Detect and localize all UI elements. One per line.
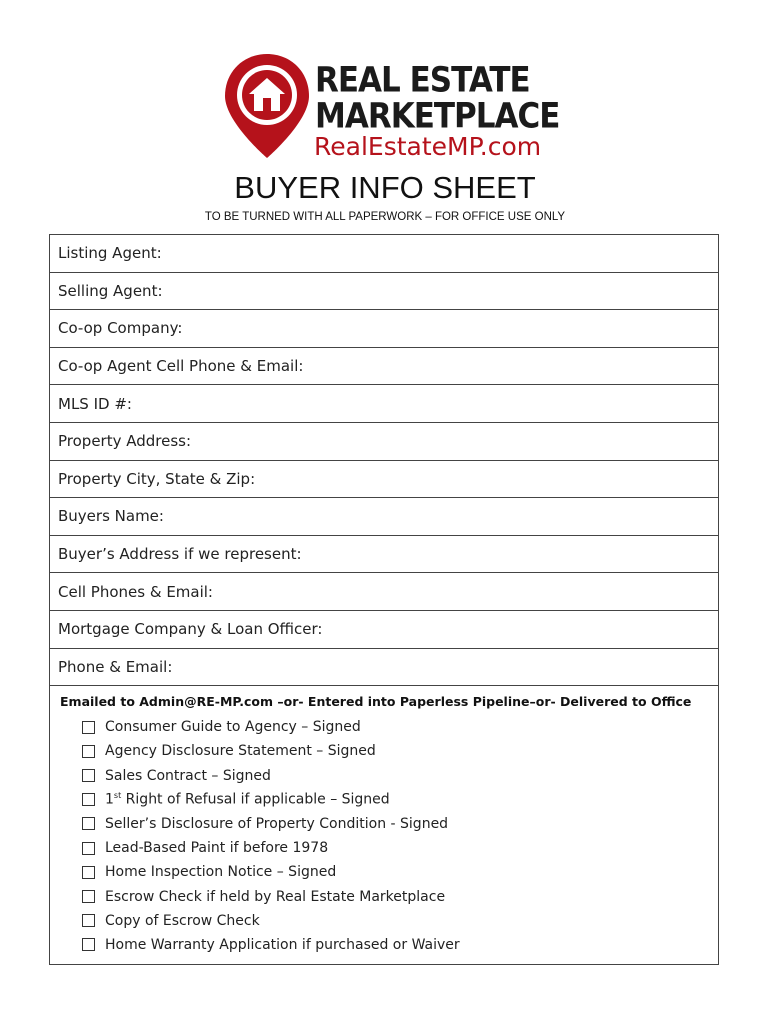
checklist-item bbox=[60, 764, 718, 788]
field-property-address[interactable] bbox=[50, 423, 718, 461]
page-subtitle: TO BE TURNED WITH ALL PAPERWORK – FOR OFFICE USE ONLY bbox=[204, 211, 566, 223]
checklist-item bbox=[60, 884, 718, 908]
checkbox[interactable] bbox=[82, 914, 95, 927]
field-coop-agent-contact[interactable] bbox=[50, 348, 718, 386]
field-buyers-address[interactable] bbox=[50, 536, 718, 574]
checkbox[interactable] bbox=[82, 842, 95, 855]
checklist-item-text: Right of Refusal if applicable – Signed bbox=[121, 792, 390, 809]
field-listing-agent[interactable] bbox=[50, 235, 718, 273]
field-label: Property Address: bbox=[58, 432, 192, 451]
checklist-item-label: Copy of Escrow Check bbox=[105, 912, 260, 929]
field-label: Selling Agent: bbox=[58, 281, 163, 300]
checkbox[interactable] bbox=[82, 745, 95, 758]
field-label: Mortgage Company & Loan Officer: bbox=[58, 620, 323, 639]
field-label: Buyer’s Address if we represent: bbox=[58, 545, 302, 564]
checklist-item-label bbox=[105, 791, 390, 808]
checklist-item-label: Consumer Guide to Agency – Signed bbox=[105, 719, 361, 736]
checklist-item bbox=[60, 739, 718, 763]
checklist-item-label: Seller’s Disclosure of Property Condition - Signed bbox=[105, 815, 449, 832]
ordinal-number: 1 bbox=[105, 792, 114, 809]
checklist-item-label: Home Warranty Application if purchased or Waiver bbox=[105, 936, 460, 953]
field-property-city-state-zip[interactable] bbox=[50, 461, 718, 499]
field-mls-id[interactable] bbox=[50, 385, 718, 423]
checklist-item-label: Home Inspection Notice – Signed bbox=[105, 864, 337, 881]
field-selling-agent[interactable] bbox=[50, 273, 718, 311]
field-mortgage-company[interactable] bbox=[50, 611, 718, 649]
checkbox[interactable] bbox=[82, 721, 95, 734]
logo-text-line2: MARKETPLACE bbox=[315, 96, 560, 137]
field-label: MLS ID #: bbox=[58, 394, 132, 413]
field-coop-company[interactable] bbox=[50, 310, 718, 348]
field-label: Property City, State & Zip: bbox=[58, 469, 256, 488]
checkbox[interactable] bbox=[82, 890, 95, 903]
checklist-item-label: Lead-Based Paint if before 1978 bbox=[105, 840, 329, 857]
checklist-item-label: Escrow Check if held by Real Estate Marketplace bbox=[105, 888, 446, 905]
field-label: Listing Agent: bbox=[58, 244, 162, 263]
buyer-info-form bbox=[49, 234, 719, 965]
checklist-item bbox=[60, 909, 718, 933]
location-pin-house-icon bbox=[222, 52, 312, 160]
checkbox[interactable] bbox=[82, 793, 95, 806]
field-label: Cell Phones & Email: bbox=[58, 582, 213, 601]
logo-url: RealEstateMP.com bbox=[314, 132, 542, 161]
field-label: Co-op Agent Cell Phone & Email: bbox=[58, 357, 304, 376]
checklist-item bbox=[60, 788, 718, 812]
ordinal-suffix: st bbox=[113, 791, 122, 801]
checklist-item-label: Sales Contract – Signed bbox=[105, 767, 271, 784]
checkbox[interactable] bbox=[82, 938, 95, 951]
submission-checklist bbox=[50, 686, 718, 964]
field-cell-phones-email[interactable] bbox=[50, 573, 718, 611]
checklist-header: Emailed to Admin@RE-MP.com –or- Entered into Paperless Pipeline–or- Delivered to Office bbox=[60, 694, 692, 710]
checkbox[interactable] bbox=[82, 866, 95, 879]
company-logo bbox=[222, 52, 560, 162]
page-title: BUYER INFO SHEET bbox=[234, 170, 536, 205]
checklist-item bbox=[60, 860, 718, 884]
field-label: Buyers Name: bbox=[58, 507, 164, 526]
checklist-item-label: Agency Disclosure Statement – Signed bbox=[105, 743, 376, 760]
checklist-item bbox=[60, 836, 718, 860]
checklist-item bbox=[60, 812, 718, 836]
logo-text-line1: REAL ESTATE bbox=[315, 60, 530, 101]
field-label: Phone & Email: bbox=[58, 657, 173, 676]
checklist-item bbox=[60, 933, 718, 957]
field-phone-email[interactable] bbox=[50, 649, 718, 687]
field-label: Co-op Company: bbox=[58, 319, 183, 338]
checklist-item bbox=[60, 715, 718, 739]
field-buyers-name[interactable] bbox=[50, 498, 718, 536]
checkbox[interactable] bbox=[82, 769, 95, 782]
checkbox[interactable] bbox=[82, 817, 95, 830]
